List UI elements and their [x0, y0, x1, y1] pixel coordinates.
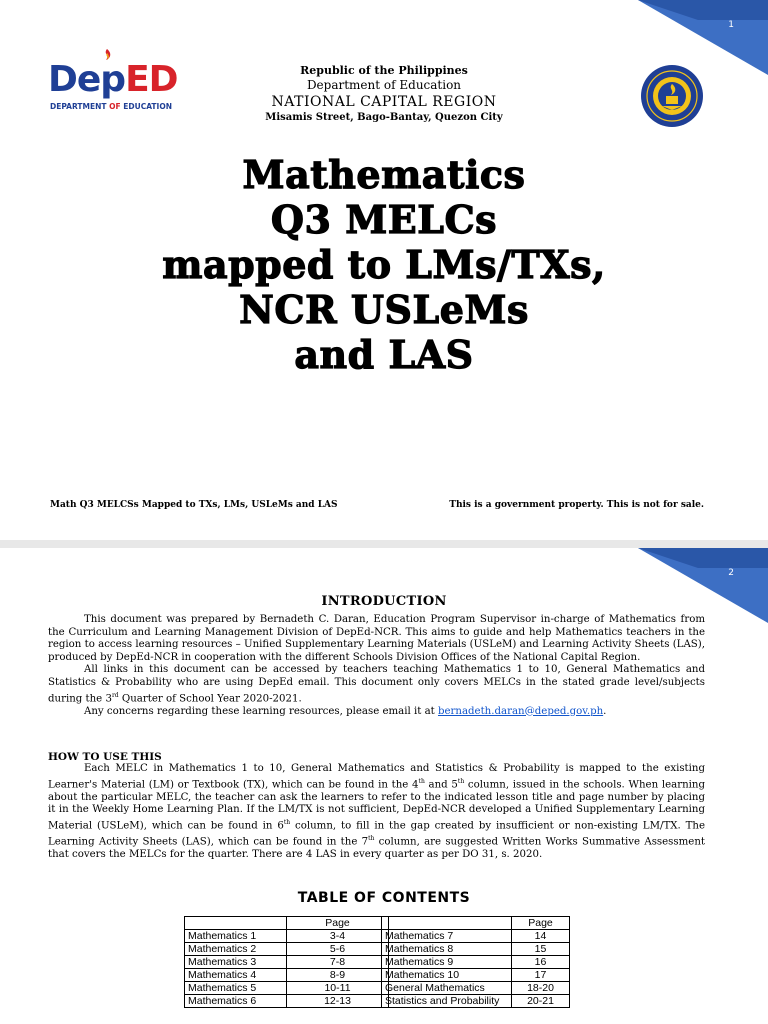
- intro-paragraph: Any concerns regarding these learning resources, please email it at bernadeth.daran@deped.gov.ph.: [84, 705, 607, 717]
- deped-logo-subtitle: DEPARTMENT OF EDUCATION: [50, 102, 172, 111]
- document-title: [0, 152, 768, 377]
- header-republic: Republic of the Philippines: [300, 64, 468, 77]
- header-region: NATIONAL CAPITAL REGION: [271, 94, 497, 110]
- footer-notice: This is a government property. This is not for sale.: [449, 500, 704, 510]
- toc-row: Mathematics 4 8-9: [185, 969, 389, 982]
- table-of-contents-heading: TABLE OF CONTENTS: [297, 890, 471, 906]
- deped-wordmark: DepED: [48, 59, 178, 100]
- intro-paragraph: This document was prepared by Bernadeth C. Daran, Education Program Supervisor in-charge of Mathematics from the Curriculum and Learning Management Division of DepEd-NCR. This aims to guide and help Mathematics teachers in the region to access learning resources – Unified Supplementary Learning Materials (USLeM) and Learning Activity Sheets (LAS), produced by DepEd-NCR in cooperation with the different Schools Division Offices of the National Capital Region.: [48, 614, 705, 663]
- deped-logo: [48, 50, 180, 116]
- toc-row: Mathematics 6 12-13: [185, 995, 389, 1008]
- toc-header-row: Page: [382, 917, 570, 930]
- page-number: 1: [728, 20, 734, 30]
- ncr-seal-icon: [640, 64, 704, 128]
- toc-table-left: [184, 916, 389, 1008]
- title-line: NCR USLeMs: [239, 287, 529, 332]
- intro-paragraph: All links in this document can be accessed by teachers teaching Mathematics 1 to 10, General Mathematics and Statistics & Probability who are using DepEd email. This document only covers MELCs in the stated grade level/subjects during the 3rd Quarter of School Year 2020-2021.: [48, 664, 705, 704]
- page-separator: [0, 540, 768, 548]
- toc-row: Mathematics 2 5-6: [185, 943, 389, 956]
- toc-row: Mathematics 3 7-8: [185, 956, 389, 969]
- header-department: Department of Education: [306, 78, 462, 92]
- header-address: Misamis Street, Bago-Bantay, Quezon City: [265, 112, 503, 123]
- how-to-use-body: [48, 763, 705, 861]
- introduction-body: [48, 614, 705, 718]
- title-line: Mathematics: [242, 152, 526, 197]
- page-number: 2: [728, 568, 734, 578]
- toc-row: Mathematics 5 10-11: [185, 982, 389, 995]
- toc-header-row: Page: [185, 917, 389, 930]
- toc-row: General Mathematics 18-20: [382, 982, 570, 995]
- toc-row: Mathematics 10 17: [382, 969, 570, 982]
- toc-row: Statistics and Probability 20-21: [382, 995, 570, 1008]
- document-header: [184, 64, 584, 125]
- toc-row: Mathematics 8 15: [382, 943, 570, 956]
- page-corner-decoration: [638, 548, 768, 623]
- howto-paragraph: Each MELC in Mathematics 1 to 10, General Mathematics and Statistics & Probability is mapped to the existing Learner's Material (LM) or Textbook (TX), which can be found in the 4th and 5th column, issued in the schools. When learning about the particular MELC, the teacher can ask the learners to refer to the indicated lesson title and page number by placing it in the Weekly Home Learning Plan. If the LM/TX is not sufficient, DepEd-NCR developed a Unified Supplementary Learning Material (USLeM), which can be found in 6th column, to fill in the gap created by insufficient or non-existing LM/TX. The Learning Activity Sheets (LAS), which can be found in the 7th column, are suggested Written Works Summative Assessment that covers the MELCs for the quarter. There are 4 LAS in every quarter as per DO 31, s. 2020.: [48, 763, 706, 860]
- introduction-heading: INTRODUCTION: [321, 594, 447, 609]
- title-line: and LAS: [294, 332, 474, 377]
- email-link[interactable]: bernadeth.daran@deped.gov.ph: [437, 705, 604, 717]
- title-line: Q3 MELCs: [270, 197, 498, 242]
- how-to-use-heading: HOW TO USE THIS: [48, 751, 162, 763]
- toc-table-right: [381, 916, 570, 1008]
- footer-document-label: Math Q3 MELCSs Mapped to TXs, LMs, USLeMs and LAS: [50, 500, 338, 510]
- title-line: mapped to LMs/TXs,: [162, 242, 606, 287]
- toc-row: Mathematics 9 16: [382, 956, 570, 969]
- toc-row: Mathematics 1 3-4: [185, 930, 389, 943]
- document-page-2: [0, 548, 768, 1024]
- toc-row: Mathematics 7 14: [382, 930, 570, 943]
